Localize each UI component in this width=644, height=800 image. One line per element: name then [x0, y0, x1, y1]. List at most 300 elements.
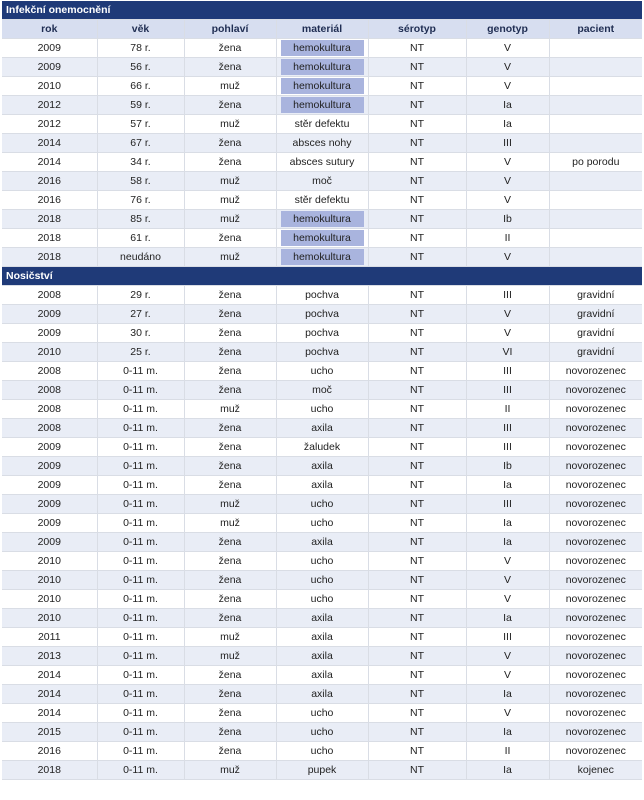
table-row [2, 362, 642, 381]
cell-age: 0-11 m. [97, 647, 184, 666]
cell-serotype: NT [368, 343, 466, 362]
cell-serotype: NT [368, 134, 466, 153]
cell-genotype: III [466, 419, 549, 438]
cell-age: 0-11 m. [97, 476, 184, 495]
cell-patient [549, 134, 642, 153]
cell-sex: muž [184, 495, 276, 514]
table-row [2, 514, 642, 533]
cell-sex: žena [184, 666, 276, 685]
cell-sex: muž [184, 210, 276, 229]
cell-serotype: NT [368, 609, 466, 628]
cell-year: 2009 [2, 533, 97, 552]
cell-age: 30 r. [97, 324, 184, 343]
cell-serotype: NT [368, 438, 466, 457]
table-row [2, 115, 642, 134]
cell-patient: novorozenec [549, 666, 642, 685]
table-row [2, 381, 642, 400]
cell-sex: žena [184, 324, 276, 343]
table-row [2, 191, 642, 210]
cell-genotype: Ib [466, 210, 549, 229]
cell-material: ucho [276, 514, 368, 533]
cell-sex: žena [184, 362, 276, 381]
cell-sex: žena [184, 704, 276, 723]
cell-serotype: NT [368, 381, 466, 400]
cell-serotype: NT [368, 39, 466, 58]
cell-age: 76 r. [97, 191, 184, 210]
cell-year: 2014 [2, 685, 97, 704]
cell-age: 0-11 m. [97, 552, 184, 571]
cell-genotype: V [466, 704, 549, 723]
section-title: Infekční onemocnění [2, 1, 642, 20]
cell-serotype: NT [368, 647, 466, 666]
cell-genotype: Ia [466, 96, 549, 115]
cell-material: ucho [276, 495, 368, 514]
cell-serotype: NT [368, 552, 466, 571]
cell-material: moč [276, 172, 368, 191]
cell-patient: po porodu [549, 153, 642, 172]
cell-sex: muž [184, 115, 276, 134]
cell-year: 2010 [2, 77, 97, 96]
cell-patient: novorozenec [549, 400, 642, 419]
cell-age: 0-11 m. [97, 438, 184, 457]
table-row [2, 153, 642, 172]
section-header-infection [2, 1, 642, 20]
cell-year: 2016 [2, 742, 97, 761]
cell-sex: muž [184, 400, 276, 419]
cell-patient: novorozenec [549, 723, 642, 742]
cell-genotype: V [466, 324, 549, 343]
cell-material: pochva [276, 286, 368, 305]
cell-year: 2008 [2, 400, 97, 419]
cell-material-value: hemokultura [281, 211, 364, 227]
cell-genotype: VI [466, 343, 549, 362]
cell-patient: novorozenec [549, 419, 642, 438]
cell-serotype: NT [368, 229, 466, 248]
data-table-wrapper [2, 1, 642, 780]
table-body [2, 1, 642, 780]
table-row [2, 533, 642, 552]
cell-material: axila [276, 666, 368, 685]
cell-genotype: Ib [466, 457, 549, 476]
cell-sex: muž [184, 191, 276, 210]
cell-patient: novorozenec [549, 533, 642, 552]
cell-patient: novorozenec [549, 552, 642, 571]
cell-age: 0-11 m. [97, 381, 184, 400]
table-row [2, 609, 642, 628]
cell-patient: novorozenec [549, 571, 642, 590]
cell-sex: žena [184, 381, 276, 400]
cell-material: axila [276, 685, 368, 704]
cell-year: 2010 [2, 343, 97, 362]
cell-patient [549, 229, 642, 248]
cell-patient: novorozenec [549, 647, 642, 666]
cell-serotype: NT [368, 590, 466, 609]
cell-serotype: NT [368, 761, 466, 780]
cell-patient: novorozenec [549, 590, 642, 609]
cell-serotype: NT [368, 286, 466, 305]
cell-serotype: NT [368, 685, 466, 704]
cell-age: 0-11 m. [97, 495, 184, 514]
cell-age: 0-11 m. [97, 685, 184, 704]
cell-material: axila [276, 647, 368, 666]
cell-age: 0-11 m. [97, 590, 184, 609]
cell-genotype: III [466, 381, 549, 400]
cell-genotype: Ia [466, 514, 549, 533]
cell-age: 0-11 m. [97, 761, 184, 780]
cell-age: 34 r. [97, 153, 184, 172]
cell-material: ucho [276, 400, 368, 419]
cell-age: 0-11 m. [97, 457, 184, 476]
cell-year: 2016 [2, 191, 97, 210]
cell-sex: žena [184, 58, 276, 77]
cell-patient [549, 39, 642, 58]
cell-year: 2009 [2, 58, 97, 77]
column-header-sex: pohlaví [184, 20, 276, 39]
cell-material: axila [276, 533, 368, 552]
cell-genotype: II [466, 229, 549, 248]
cell-sex: žena [184, 305, 276, 324]
cell-serotype: NT [368, 362, 466, 381]
table-row [2, 77, 642, 96]
cell-material: ucho [276, 362, 368, 381]
cell-age: 66 r. [97, 77, 184, 96]
cell-patient: novorozenec [549, 362, 642, 381]
data-table [2, 1, 642, 780]
cell-year: 2009 [2, 495, 97, 514]
cell-sex: žena [184, 419, 276, 438]
table-row [2, 419, 642, 438]
cell-material: ucho [276, 571, 368, 590]
cell-year: 2018 [2, 761, 97, 780]
table-row [2, 552, 642, 571]
cell-year: 2014 [2, 134, 97, 153]
cell-genotype: Ia [466, 685, 549, 704]
column-header-year: rok [2, 20, 97, 39]
column-header-patient: pacient [549, 20, 642, 39]
cell-material: axila [276, 419, 368, 438]
cell-serotype: NT [368, 704, 466, 723]
cell-year: 2008 [2, 362, 97, 381]
cell-sex: žena [184, 286, 276, 305]
cell-sex: žena [184, 153, 276, 172]
cell-genotype: V [466, 305, 549, 324]
cell-serotype: NT [368, 248, 466, 267]
table-row [2, 685, 642, 704]
cell-age: 58 r. [97, 172, 184, 191]
cell-material-value: hemokultura [281, 40, 364, 56]
cell-year: 2014 [2, 666, 97, 685]
cell-year: 2011 [2, 628, 97, 647]
cell-patient: kojenec [549, 761, 642, 780]
table-row [2, 134, 642, 153]
cell-genotype: Ia [466, 533, 549, 552]
table-row [2, 305, 642, 324]
section-header-carriage [2, 267, 642, 286]
table-row [2, 229, 642, 248]
cell-year: 2010 [2, 552, 97, 571]
cell-genotype: V [466, 590, 549, 609]
cell-age: 0-11 m. [97, 400, 184, 419]
cell-sex: muž [184, 514, 276, 533]
cell-material: ucho [276, 590, 368, 609]
cell-year: 2009 [2, 39, 97, 58]
cell-age: 67 r. [97, 134, 184, 153]
cell-material-highlighted [276, 248, 368, 267]
cell-year: 2010 [2, 590, 97, 609]
cell-patient: novorozenec [549, 628, 642, 647]
cell-serotype: NT [368, 172, 466, 191]
cell-year: 2008 [2, 419, 97, 438]
cell-serotype: NT [368, 495, 466, 514]
cell-patient: novorozenec [549, 514, 642, 533]
table-row [2, 400, 642, 419]
cell-sex: muž [184, 248, 276, 267]
cell-year: 2018 [2, 248, 97, 267]
table-row [2, 723, 642, 742]
table-row [2, 324, 642, 343]
table-row [2, 248, 642, 267]
cell-serotype: NT [368, 191, 466, 210]
cell-material: pupek [276, 761, 368, 780]
cell-sex: žena [184, 457, 276, 476]
cell-sex: muž [184, 647, 276, 666]
cell-age: 0-11 m. [97, 723, 184, 742]
cell-age: 59 r. [97, 96, 184, 115]
cell-sex: žena [184, 685, 276, 704]
cell-serotype: NT [368, 666, 466, 685]
table-row [2, 343, 642, 362]
cell-year: 2014 [2, 153, 97, 172]
cell-patient [549, 172, 642, 191]
cell-age: neudáno [97, 248, 184, 267]
cell-serotype: NT [368, 514, 466, 533]
cell-sex: žena [184, 723, 276, 742]
cell-material-value: hemokultura [281, 249, 364, 265]
cell-patient: novorozenec [549, 495, 642, 514]
cell-year: 2010 [2, 571, 97, 590]
cell-year: 2018 [2, 229, 97, 248]
cell-age: 0-11 m. [97, 704, 184, 723]
cell-serotype: NT [368, 210, 466, 229]
cell-material: axila [276, 609, 368, 628]
cell-age: 85 r. [97, 210, 184, 229]
column-header-row [2, 20, 642, 39]
column-header-genotype: genotyp [466, 20, 549, 39]
cell-age: 0-11 m. [97, 514, 184, 533]
cell-patient: novorozenec [549, 476, 642, 495]
cell-material: pochva [276, 305, 368, 324]
cell-genotype: V [466, 172, 549, 191]
cell-material: žaludek [276, 438, 368, 457]
cell-patient: gravidní [549, 343, 642, 362]
cell-sex: žena [184, 533, 276, 552]
cell-genotype: III [466, 438, 549, 457]
cell-sex: žena [184, 609, 276, 628]
cell-patient: novorozenec [549, 438, 642, 457]
cell-genotype: Ia [466, 761, 549, 780]
cell-material: stěr defektu [276, 191, 368, 210]
cell-age: 25 r. [97, 343, 184, 362]
cell-year: 2009 [2, 476, 97, 495]
table-row [2, 457, 642, 476]
table-row [2, 742, 642, 761]
table-row [2, 172, 642, 191]
cell-age: 0-11 m. [97, 609, 184, 628]
cell-serotype: NT [368, 96, 466, 115]
cell-sex: žena [184, 438, 276, 457]
cell-material: absces nohy [276, 134, 368, 153]
cell-sex: muž [184, 628, 276, 647]
cell-serotype: NT [368, 153, 466, 172]
column-header-age: věk [97, 20, 184, 39]
cell-genotype: Ia [466, 115, 549, 134]
table-row [2, 590, 642, 609]
cell-genotype: III [466, 362, 549, 381]
cell-sex: muž [184, 172, 276, 191]
table-row [2, 704, 642, 723]
cell-genotype: V [466, 191, 549, 210]
cell-genotype: V [466, 552, 549, 571]
table-row [2, 476, 642, 495]
cell-sex: žena [184, 96, 276, 115]
cell-age: 57 r. [97, 115, 184, 134]
cell-material-value: hemokultura [281, 59, 364, 75]
cell-patient [549, 191, 642, 210]
cell-genotype: V [466, 77, 549, 96]
cell-material-highlighted [276, 77, 368, 96]
cell-genotype: III [466, 495, 549, 514]
cell-year: 2014 [2, 704, 97, 723]
cell-age: 0-11 m. [97, 533, 184, 552]
cell-serotype: NT [368, 77, 466, 96]
table-row [2, 286, 642, 305]
cell-serotype: NT [368, 305, 466, 324]
cell-material: ucho [276, 723, 368, 742]
cell-material-highlighted [276, 39, 368, 58]
cell-sex: žena [184, 476, 276, 495]
cell-patient [549, 248, 642, 267]
cell-patient [549, 96, 642, 115]
cell-age: 0-11 m. [97, 628, 184, 647]
cell-patient [549, 210, 642, 229]
cell-genotype: Ia [466, 609, 549, 628]
cell-genotype: III [466, 286, 549, 305]
cell-year: 2016 [2, 172, 97, 191]
cell-age: 0-11 m. [97, 666, 184, 685]
cell-genotype: V [466, 248, 549, 267]
cell-serotype: NT [368, 476, 466, 495]
cell-genotype: III [466, 628, 549, 647]
cell-sex: žena [184, 39, 276, 58]
cell-genotype: V [466, 58, 549, 77]
cell-age: 56 r. [97, 58, 184, 77]
cell-genotype: Ia [466, 476, 549, 495]
cell-patient: novorozenec [549, 742, 642, 761]
cell-sex: žena [184, 229, 276, 248]
cell-serotype: NT [368, 115, 466, 134]
cell-age: 78 r. [97, 39, 184, 58]
cell-patient [549, 77, 642, 96]
cell-material-value: hemokultura [281, 97, 364, 113]
cell-year: 2018 [2, 210, 97, 229]
column-header-material: materiál [276, 20, 368, 39]
cell-genotype: II [466, 742, 549, 761]
table-row [2, 666, 642, 685]
cell-material-value: hemokultura [281, 78, 364, 94]
cell-year: 2012 [2, 115, 97, 134]
cell-year: 2009 [2, 305, 97, 324]
cell-age: 27 r. [97, 305, 184, 324]
cell-serotype: NT [368, 533, 466, 552]
cell-patient: gravidní [549, 305, 642, 324]
cell-patient [549, 58, 642, 77]
cell-patient: gravidní [549, 324, 642, 343]
cell-patient: novorozenec [549, 457, 642, 476]
cell-patient: novorozenec [549, 704, 642, 723]
cell-serotype: NT [368, 571, 466, 590]
cell-material: stěr defektu [276, 115, 368, 134]
table-row [2, 438, 642, 457]
cell-year: 2015 [2, 723, 97, 742]
cell-material-value: hemokultura [281, 230, 364, 246]
cell-year: 2010 [2, 609, 97, 628]
cell-serotype: NT [368, 58, 466, 77]
cell-year: 2009 [2, 457, 97, 476]
cell-material-highlighted [276, 229, 368, 248]
table-row [2, 571, 642, 590]
cell-material-highlighted [276, 96, 368, 115]
table-row [2, 58, 642, 77]
cell-sex: žena [184, 571, 276, 590]
cell-material-highlighted [276, 210, 368, 229]
cell-year: 2009 [2, 324, 97, 343]
cell-year: 2009 [2, 514, 97, 533]
cell-age: 0-11 m. [97, 571, 184, 590]
cell-genotype: V [466, 39, 549, 58]
cell-age: 0-11 m. [97, 419, 184, 438]
table-row [2, 96, 642, 115]
cell-patient: novorozenec [549, 381, 642, 400]
table-row [2, 761, 642, 780]
cell-sex: žena [184, 343, 276, 362]
cell-serotype: NT [368, 457, 466, 476]
cell-material: axila [276, 457, 368, 476]
table-row [2, 647, 642, 666]
cell-serotype: NT [368, 628, 466, 647]
cell-sex: žena [184, 134, 276, 153]
table-row [2, 628, 642, 647]
cell-sex: muž [184, 761, 276, 780]
cell-serotype: NT [368, 723, 466, 742]
cell-age: 0-11 m. [97, 742, 184, 761]
cell-serotype: NT [368, 742, 466, 761]
column-header-serotype: sérotyp [368, 20, 466, 39]
table-row [2, 495, 642, 514]
cell-sex: žena [184, 552, 276, 571]
section-title: Nosičství [2, 267, 642, 286]
cell-material: pochva [276, 343, 368, 362]
cell-material: absces sutury [276, 153, 368, 172]
cell-genotype: V [466, 571, 549, 590]
cell-serotype: NT [368, 419, 466, 438]
cell-material: moč [276, 381, 368, 400]
cell-material: pochva [276, 324, 368, 343]
cell-sex: žena [184, 742, 276, 761]
cell-year: 2013 [2, 647, 97, 666]
cell-genotype: III [466, 134, 549, 153]
cell-patient: gravidní [549, 286, 642, 305]
cell-year: 2008 [2, 381, 97, 400]
